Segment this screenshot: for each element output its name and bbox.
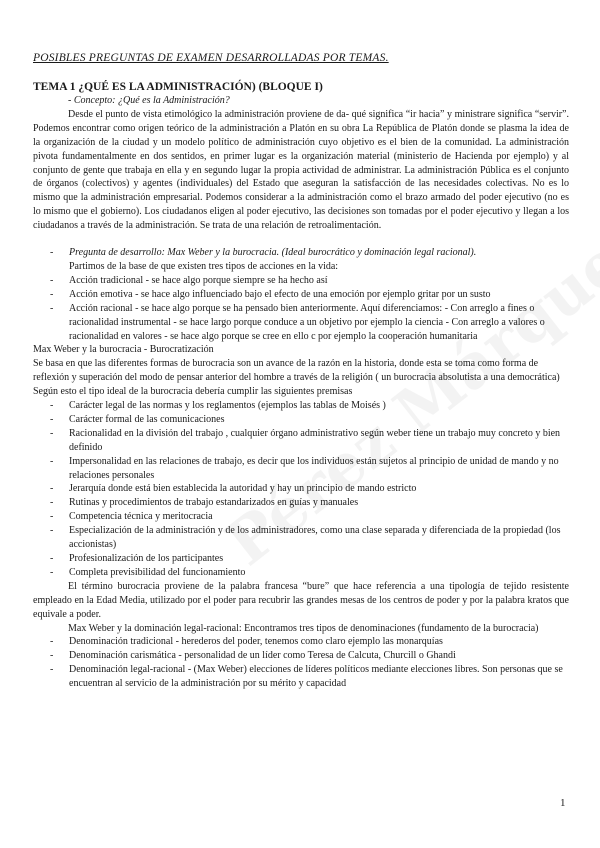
list-item [33,246,569,260]
pregunta-list [33,246,569,260]
concepto-subtitle: - Concepto: ¿Qué es la Administración? [68,95,230,106]
list-item-text: Acción emotiva - se hace algo influenciado bajo el efecto de una emoción por ejemplo gritar por un susto [69,288,491,300]
list-item-text: Acción racional - se hace algo porque se ha pensado bien anteriormente. Aquí diferenciamos: - Con arreglo a fines o racionalidad instrumental - se hace largo porque conduce a un objetivo por ejemplo la ciencia - Con arreglo a valores o racionalidad en valores - se hace algo porque se cree en ello c por ejemplo la cooperación humanitaria [69,302,545,342]
list-item [33,496,569,510]
intro-paragraph: Desde el punto de vista etimológico la administración proviene de da- qué significa “ir hacia” y ministrare significa “servir”. Podemos encontrar como origen teórico de la administración a Platón en su obra La República de Platón donde se plasma la idea de la organización de la ciudad y un modelo político de administración cuyo objetivo es el bien de la comunidad. La administración pivota fundamentalmente en dos sentidos, en primer lugar es la organización material (ministerio de Hacienda por ejemplo) y al conjunto de gente que trabaja en ella y en segundo lugar la propia actividad de administrar. La administración Pública es el conjunto de órganos (colectivos) y agentes (individuales) del Estado que aseguran la satisfacción de las necesidades colectivas. No es lo mismo que la administración empresarial. Podemos considerar a la administración como el brazo armado del poder ejecutivo (no es lo mismo que el gobierno). Los ciudadanos eligen al poder ejecutivo, las decisiones son tomadas por el poder ejecutivo y llegan a los ciudadanos a través de la administración. Se trata de una relación de retroalimentación. [33,108,569,232]
tema-title: TEMA 1 ¿QUÉ ES LA ADMINISTRACIÓN) (BLOQUE I) [33,81,323,93]
list-item [33,274,569,288]
list-item-text: Rutinas y procedimientos de trabajo estandarizados en guías y manuales [69,497,359,509]
list-item-text: Denominación carismática - personalidad de un líder como Teresa de Calcuta, Churcill o Ghandi [69,650,456,662]
list-item [33,288,569,302]
bullet-dash: - [50,455,54,467]
list-item [33,510,569,524]
weber-heading: Max Weber y la burocracia - Burocratización [33,344,214,356]
list-item-text: Carácter legal de las normas y los reglamentos (ejemplos las tablas de Moisés ) [69,400,386,412]
list-item [33,524,569,552]
segun-text: Según esto el tipo ideal de la burocracia debería cumplir las siguientes premisas [33,386,353,398]
list-item [33,427,569,455]
weber-paragraph: Se basa en que las diferentes formas de burocracia son un avance de la razón en la historia, donde esta se toma como forma de reflexión y superación del modo de pensar anterior del hombre a través de la religión ( un burocracia absolutista a una democrática) [33,358,560,384]
list-item-text: Racionalidad en la división del trabajo , cualquier órgano administrativo según weber tiene un trabajo muy concreto y bien definido [69,427,561,453]
list-item-text: Completa previsibilidad del funcionamiento [69,566,246,578]
bullet-dash: - [50,566,54,578]
spacer [33,233,569,246]
dominaciones-list [33,635,569,691]
pregunta-text: Pregunta de desarrollo: Max Weber y la burocracia. (Ideal burocrático y dominación legal racional). [69,247,477,259]
list-item [33,455,569,483]
bullet-dash: - [50,650,54,662]
bullet-dash: - [50,302,54,314]
bullet-dash: - [50,553,54,564]
list-item-text: Especialización de la administración y de los administradores, como una clase separada y diferenciada de la propiedad (los accionistas) [69,525,561,551]
bullet-dash: - [50,636,54,648]
list-item-text: Profesionalización de los participantes [69,553,224,564]
bullet-dash: - [50,274,54,286]
dominacion-paragraph: Max Weber y la dominación legal-racional: Encontramos tres tipos de denominaciones (fundamento de la burocracia) [68,622,539,634]
bullet-dash: - [50,497,54,509]
list-item [33,399,569,413]
list-item-text: Denominación tradicional - herederos del poder, tenemos como claro ejemplo las monarquías [69,636,443,648]
list-item-text: Impersonalidad en las relaciones de trabajo, es decir que los individuos están sujetos al principio de unidad de mando y no relaciones personales [69,455,559,481]
list-item-text: Acción tradicional - se hace algo porque siempre se ha hecho así [69,274,328,286]
list-item-text: Carácter formal de las comunicaciones [69,413,225,425]
list-item [33,482,569,496]
bullet-dash: - [50,413,54,425]
list-item [33,663,569,691]
acciones-list [33,274,569,344]
burocracia-paragraph: El término burocracia proviene de la palabra francesa “bure” que hace referencia a una tipología de tejido resistente empleado en la Edad Media, utilizado por el poder para recubrir las grandes mesas de los centros de poder y por la palabra kratos que equivale a poder. [33,580,569,620]
list-item-text: Competencia técnica y meritocracia [69,511,213,523]
list-item [33,302,569,344]
page-number: 1 [560,797,566,809]
bullet-dash: - [50,400,54,412]
list-item [33,635,569,649]
bullet-dash: - [50,525,54,537]
list-item [33,566,569,580]
document-body [33,80,569,691]
list-item [33,649,569,663]
bullet-dash: - [50,427,54,439]
bullet-dash: - [50,288,54,300]
bullet-dash: - [50,483,54,495]
bullet-dash: - [50,247,54,259]
list-item [33,413,569,427]
page-header: POSIBLES PREGUNTAS DE EXAMEN DESARROLLADAS POR TEMAS. [33,52,389,64]
list-item-text: Jerarquía donde está bien establecida la autoridad y hay un principio de mando estricto [69,483,417,495]
partimos-text: Partimos de la base de que existen tres tipos de acciones en la vida: [69,260,339,272]
premisas-list [33,399,569,580]
bullet-dash: - [50,664,54,676]
list-item-text: Denominación legal-racional - (Max Weber) elecciones de líderes políticos mediante elecciones libres. Son personas que se encuentran al servicio de la administración por su mérito y capacidad [69,664,563,690]
list-item [33,552,569,566]
bullet-dash: - [50,511,54,523]
